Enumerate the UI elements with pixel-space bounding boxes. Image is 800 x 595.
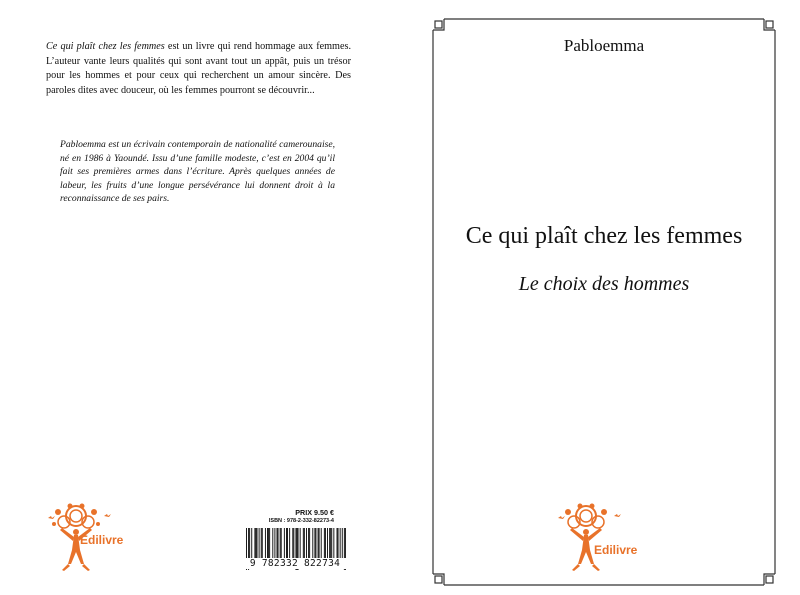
decorative-frame	[432, 18, 776, 586]
barcode-bar	[324, 528, 325, 560]
barcode-bar	[257, 528, 258, 560]
barcode-bar	[278, 528, 279, 560]
price-block	[268, 508, 334, 525]
barcode-bar	[292, 528, 293, 560]
barcode-bar	[319, 528, 320, 560]
back-cover-blurb	[46, 40, 351, 98]
logo-front-text: Edilivre	[594, 543, 638, 557]
barcode-bar	[259, 528, 260, 560]
barcode-bar	[342, 528, 343, 560]
barcode-bar	[251, 528, 252, 560]
barcode-bar	[269, 528, 270, 560]
edilivre-logo-back	[40, 502, 128, 574]
barcode-bar	[255, 528, 256, 560]
barcode-digits: 9 782332 822734	[240, 558, 350, 569]
barcode-bar	[330, 528, 331, 560]
barcode-bar	[249, 528, 250, 560]
price-label: PRIX 9.50 €	[295, 508, 334, 517]
barcode-bar	[338, 528, 339, 560]
barcode-bar	[293, 528, 294, 560]
isbn-label: ISBN : 978-2-332-82273-4	[268, 518, 334, 524]
front-subtitle: Le choix des hommes	[518, 273, 690, 295]
barcode-bar	[261, 528, 262, 560]
barcode-bar	[325, 528, 326, 560]
barcode-bar	[277, 528, 278, 560]
barcode-bar	[327, 528, 328, 560]
blurb-text: est un livre qui rend hommage aux femmes. L’auteur vante leurs qualités qui sont avant tout un appât, puis un trésor pour les hommes et pour ceux qui recherchent un amour sincère. Des paroles dites avec douceur, où les femmes pourront se découvrir...	[46, 41, 351, 96]
barcode-bar	[329, 528, 330, 560]
barcode-bar	[309, 528, 310, 560]
barcode-bar	[289, 528, 290, 560]
barcode-bar	[268, 528, 269, 560]
front-author: Pabloemma	[563, 36, 645, 55]
barcode-bar	[267, 528, 268, 560]
barcode-bar	[337, 528, 338, 560]
barcode-bar	[262, 528, 263, 560]
barcode-bar	[318, 528, 319, 560]
barcode-bar	[286, 528, 287, 560]
barcode-bar	[306, 528, 307, 560]
barcode-bar	[315, 528, 316, 560]
barcode-bar	[254, 528, 255, 560]
barcode-bar	[333, 528, 334, 560]
barcode-bar	[303, 528, 304, 560]
blurb-book-title: Ce qui plaît chez les femmes	[46, 41, 165, 52]
barcode-bar	[312, 528, 313, 560]
barcode-bar	[284, 528, 285, 560]
barcode-bar	[308, 528, 309, 560]
barcode-bar	[321, 528, 322, 560]
barcode-bar	[281, 528, 282, 560]
barcode-bar	[287, 528, 288, 560]
barcode-bar	[304, 528, 305, 560]
barcode-bar	[340, 528, 341, 560]
barcode-bar	[265, 528, 266, 560]
barcode-bar	[274, 528, 275, 560]
barcode-bar	[331, 528, 332, 560]
barcode-bar	[300, 528, 301, 560]
barcode-bar	[272, 528, 273, 560]
logo-back-text: Edilivre	[80, 533, 124, 547]
edilivre-logo-front	[552, 502, 656, 574]
barcode-bar	[280, 528, 281, 560]
author-bio: Pabloemma est un écrivain contemporain de nationalité camerounaise, né en 1986 à Yaoundé. Issu d’une famille modeste, c’est en 2004 qu’il fait ses premières armes dans l’écriture. Après quelques années de labeur, les fruits d’une longue persévérance lui donnent droit à la reconnaissance de ses pairs.	[60, 139, 335, 205]
front-title: Ce qui plaît chez les femmes	[465, 223, 743, 249]
barcode-bar	[314, 528, 315, 560]
